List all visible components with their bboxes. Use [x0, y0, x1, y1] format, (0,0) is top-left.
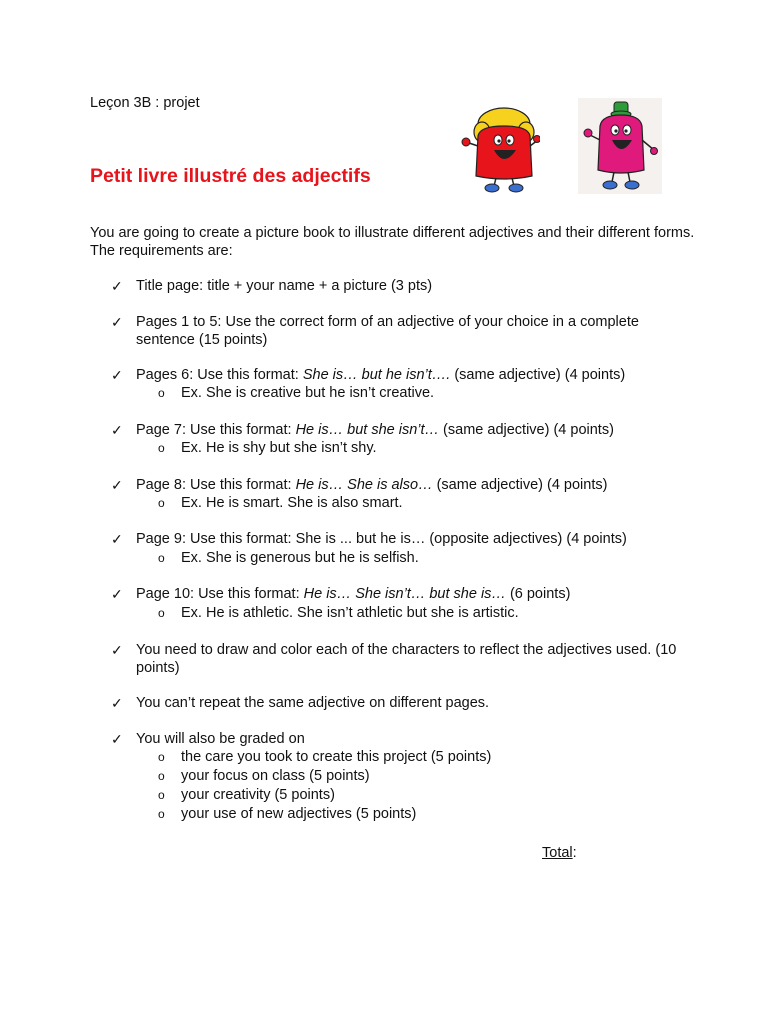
checkmark-icon: ✓: [111, 642, 123, 658]
requirement-item: Title page: title + your name + a picture (3 pts): [136, 278, 433, 294]
bullet-icon: o: [158, 441, 165, 455]
format-example: He is… She is also…: [295, 477, 433, 493]
grading-item: your creativity (5 points): [181, 787, 335, 803]
bullet-icon: o: [158, 807, 165, 821]
bullet-icon: o: [158, 496, 165, 510]
grading-item: the care you took to create this project (5 points): [181, 749, 492, 765]
format-example: He is… but she isn’t…: [295, 422, 440, 438]
bullet-icon: o: [158, 606, 165, 620]
bullet-icon: o: [158, 551, 165, 565]
requirement-item: You need to draw and color each of the characters to reflect the adjectives used. (10 points): [136, 642, 677, 676]
total-label: Total:: [542, 845, 577, 861]
grading-item: your focus on class (5 points): [181, 768, 370, 784]
bullet-icon: o: [158, 769, 165, 783]
bullet-icon: o: [158, 788, 165, 802]
checkmark-icon: ✓: [111, 477, 123, 493]
format-example: He is… She isn’t… but she is…: [303, 586, 506, 602]
requirement-item: Page 10: Use this format: He is… She isn’t… but she is… (6 points): [136, 586, 571, 602]
page-title: Petit livre illustré des adjectifs: [90, 165, 371, 187]
example-item: Ex. She is generous but he is selfish.: [181, 550, 419, 566]
checkmark-icon: ✓: [111, 278, 123, 294]
bullet-icon: o: [158, 750, 165, 764]
example-item: Ex. She is creative but he isn’t creative.: [181, 385, 435, 401]
checkmark-icon: ✓: [111, 422, 123, 438]
bullet-icon: o: [158, 386, 165, 400]
checkmark-icon: ✓: [111, 314, 123, 330]
requirement-item: Page 8: Use this format: He is… She is also… (same adjective) (4 points): [136, 477, 608, 493]
checkmark-icon: ✓: [111, 695, 123, 711]
example-item: Ex. He is athletic. She isn’t athletic but she is artistic.: [181, 605, 519, 621]
example-item: Ex. He is shy but she isn’t shy.: [181, 440, 377, 456]
checkmark-icon: ✓: [111, 531, 123, 547]
format-example: She is… but he isn’t….: [302, 367, 451, 383]
intro-paragraph: You are going to create a picture book to illustrate different adjectives and their different forms. The requirements are:: [90, 225, 695, 259]
requirement-item: Pages 6: Use this format: She is… but he isn’t…. (same adjective) (4 points): [136, 367, 626, 383]
requirement-item: Pages 1 to 5: Use the correct form of an adjective of your choice in a complete sentence (15 points): [136, 314, 639, 348]
example-item: Ex. He is smart. She is also smart.: [181, 495, 403, 511]
character-illustration-pink: [578, 98, 662, 194]
character-illustration-red: [460, 102, 540, 194]
grading-item: your use of new adjectives (5 points): [181, 806, 417, 822]
checkmark-icon: ✓: [111, 586, 123, 602]
checkmark-icon: ✓: [111, 367, 123, 383]
checkmark-icon: ✓: [111, 731, 123, 747]
lesson-label: Leçon 3B : projet: [90, 95, 200, 111]
requirement-item: You can’t repeat the same adjective on different pages.: [136, 695, 490, 711]
requirement-item: Page 7: Use this format: He is… but she isn’t… (same adjective) (4 points): [136, 422, 614, 438]
requirement-item: Page 9: Use this format: She is ... but he is… (opposite adjectives) (4 points): [136, 531, 627, 547]
requirement-item: You will also be graded on: [136, 731, 305, 747]
